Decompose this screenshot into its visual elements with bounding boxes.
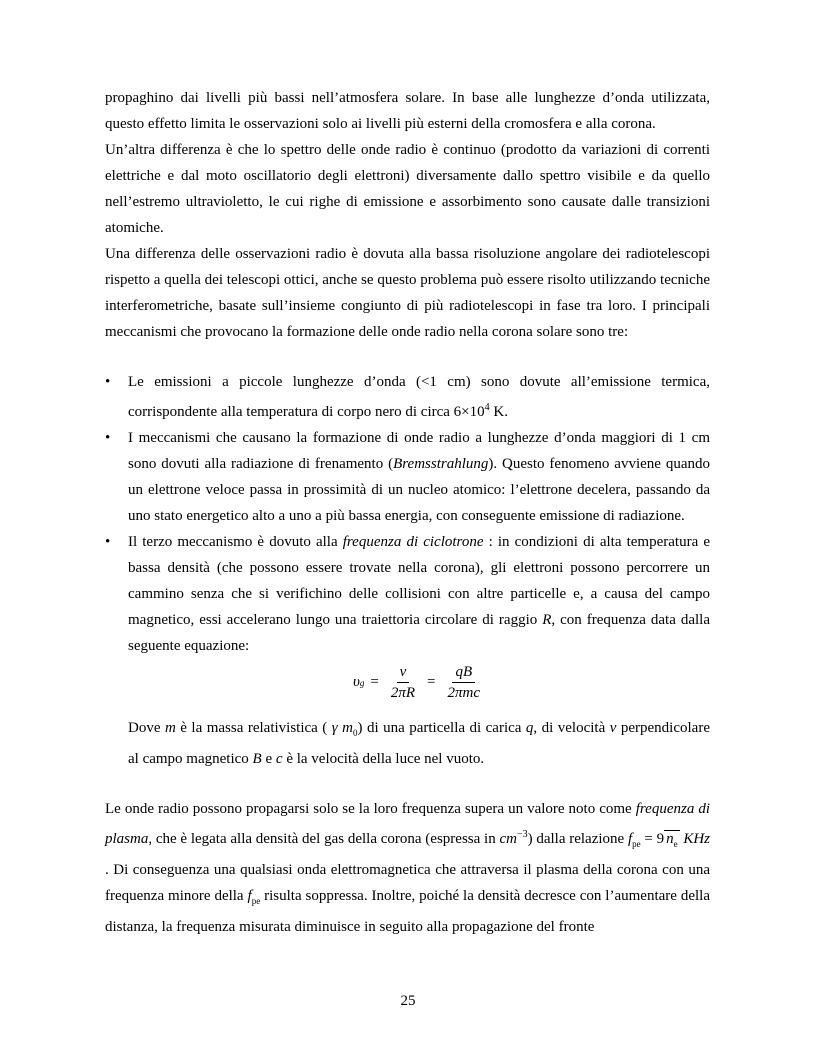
fraction-qB-over-2pimc: $\frac{qB}{\text{2πmc}}$	[447, 664, 481, 701]
bullet-icon: •	[105, 430, 111, 446]
sqrt-symbol: $n_e$	[664, 830, 680, 852]
page-body	[105, 85, 710, 940]
bullet-icon: •	[105, 374, 111, 390]
paragraph-1: propaghino dai livelli più bassi nell’atmosfera solare. In base alle lunghezze d’onda utilizzata, questo effetto limita le osservazioni solo ai livelli più esterni della cromosfera e alla corona.	[105, 90, 710, 132]
bullet-item-cyclotron: • Il terzo meccanismo è dovuto alla frequenza di ciclotrone : in condizioni di alta temperatura e bassa densità (che possono essere trovate nella corona), gli elettroni possono percorrere un cammino senza che si verifichino delle collisioni con altre particelle e, a causa del campo magnetico, essi accelerano lungo una traiettoria circolare di raggio R, con frequenza data dalla seguente equazione:	[105, 529, 710, 659]
paragraph-2: Un’altra differenza è che lo spettro delle onde radio è continuo (prodotto da variazioni di correnti elettriche e dal moto oscillatorio degli elettroni) diversamente dallo spettro visibile e da quello nell’estremo ultravioletto, le cui righe di emissione e assorbimento sono causate dalle transizioni atomiche.	[105, 142, 710, 236]
bullet-item-thermal: • Le emissioni a piccole lunghezze d’onda (<1 cm) sono dovute all’emissione termica, corrispondente alla temperatura di corpo nero di circa $6\times 10^4$ K.	[105, 369, 710, 425]
fraction-v-over-2piR: $\frac{v}{2\pi R}$	[390, 664, 416, 701]
paragraph-3: Una differenza delle osservazioni radio è dovuta alla bassa risoluzione angolare dei radiotelescopi rispetto a quella dei telescopi ottici, anche se questo problema può essere risolto utilizzando tecniche interferometriche, basate sull’insieme congiunto di più radiotelescopi in fase tra loro. I principali meccanismi che provocano la formazione delle onde radio nella corona solare sono tre:	[105, 246, 710, 340]
equation-explanation: Dove m è la massa relativistica ( γ $m_0$) di una particella di carica q, di velocità v perpendicolare al campo magnetico B e c è la velocità della luce nel vuoto.	[128, 720, 710, 767]
bullet-list	[105, 369, 710, 659]
bullet-item-bremsstrahlung: • I meccanismi che causano la formazione di onde radio a lunghezze d’onda maggiori di 1 cm sono dovuti alla radiazione di frenamento (Bremsstrahlung). Questo fenomeno avviene quando un elettrone veloce passa in prossimità di un nucleo atomico: l’elettrone decelera, passando da uno stato energetico alto a uno a più bassa energia, con conseguente emissione di radiazione.	[105, 425, 710, 529]
cyclotron-equation: υ g = $\frac{v}{2\pi R}$ = $\frac{qB}{\text{2πmc}}$	[105, 663, 710, 709]
eq-lhs: υ	[353, 674, 360, 690]
plasma-frequency-paragraph: Le onde radio possono propagarsi solo se la loro frequenza supera un valore noto come frequenza di plasma, che è legata alla densità del gas della corona (espressa in $cm^{-3}$) dalla relazione $f_{pe} = 9$ $n_e$ KHz . Di conseguenza una qualsiasi onda elettromagnetica che attraversa il plasma della corona con una frequenza minore della $f_{pe}$ risulta soppressa. Inoltre, poiché la densità decresce con l’aumentare della distanza, la frequenza misurata diminuisce in seguito alla propagazione del fronte	[105, 801, 711, 935]
bullet-icon: •	[105, 534, 111, 550]
page-number: 25	[400, 993, 416, 1009]
